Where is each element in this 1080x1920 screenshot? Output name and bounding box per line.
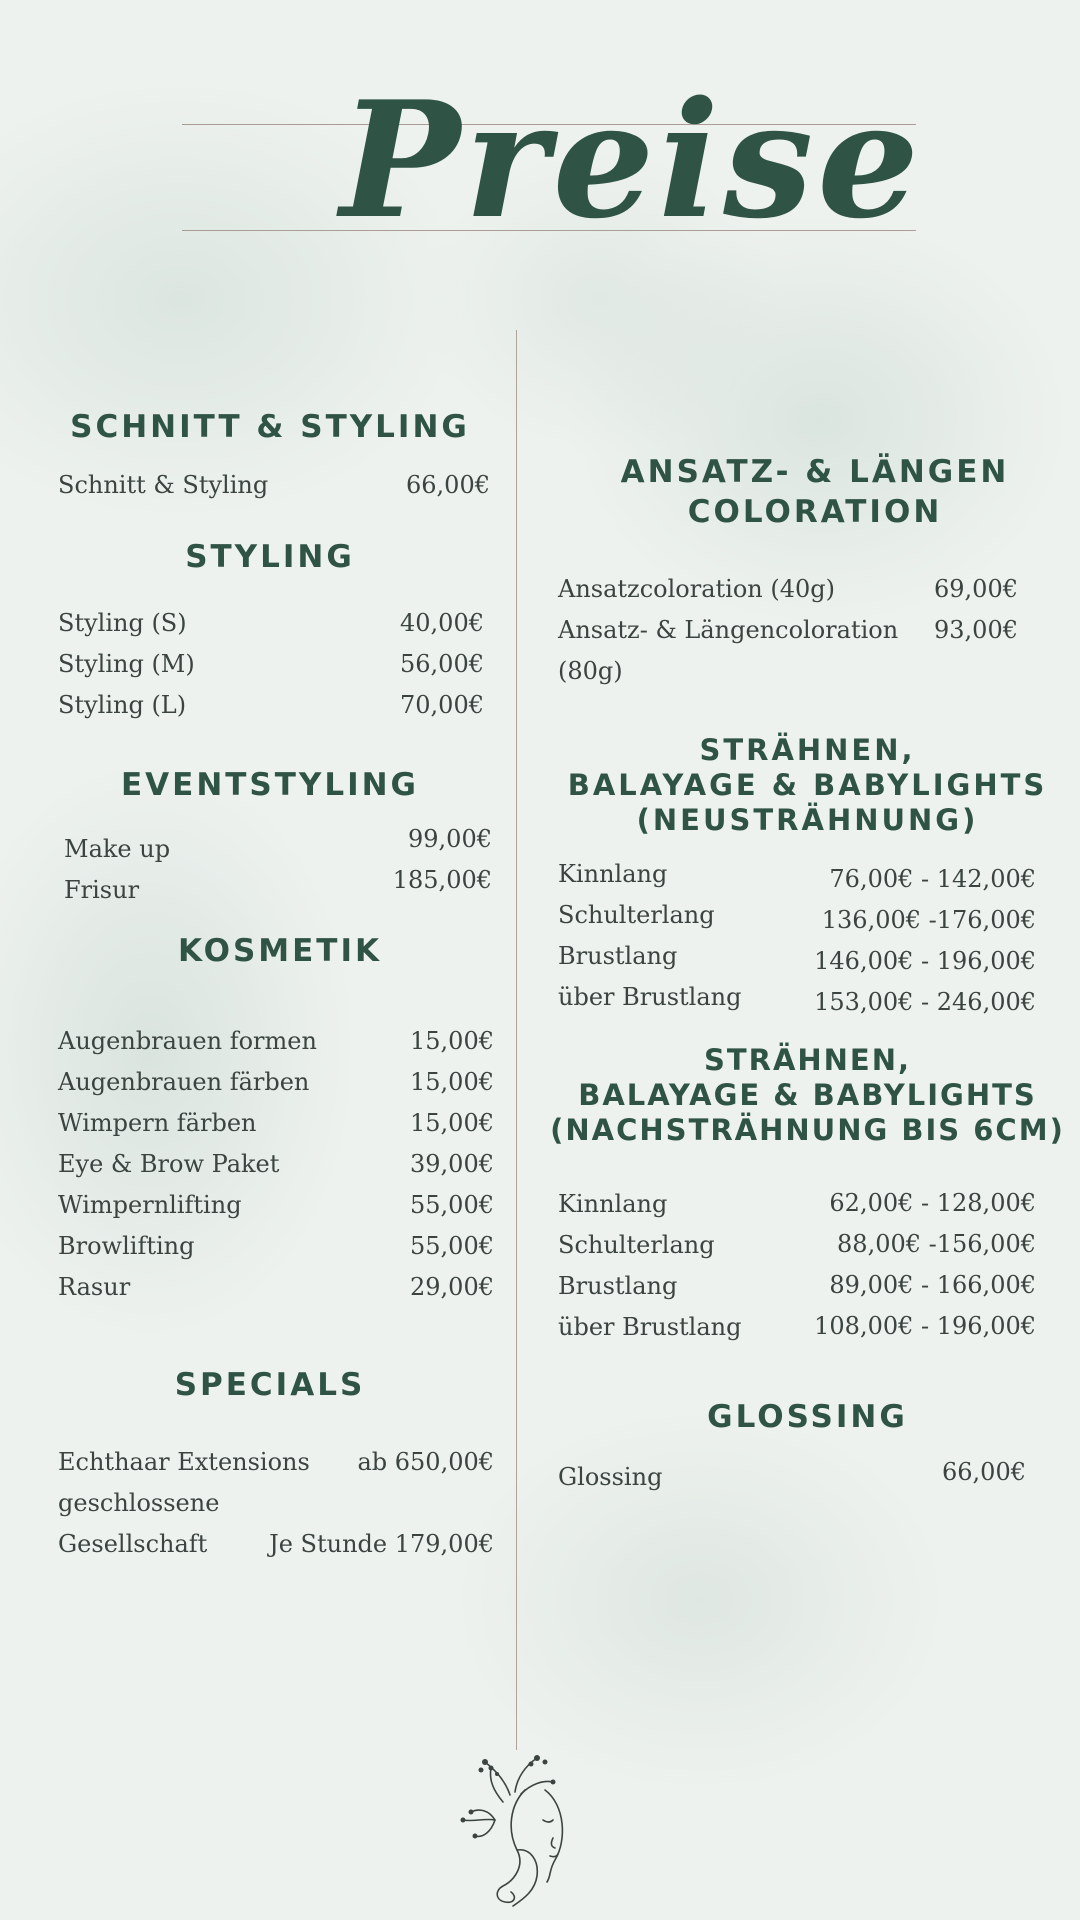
page-title: Preise bbox=[340, 66, 924, 254]
item-price: 99,00€ bbox=[408, 825, 492, 853]
heading-line: (NEUSTRÄHNUNG) bbox=[636, 803, 979, 837]
item-name: Schulterlang bbox=[558, 901, 715, 929]
item-price: 93,00€ bbox=[934, 616, 1018, 644]
heading-line: (NACHSTRÄHNUNG BIS 6CM) bbox=[550, 1113, 1065, 1147]
item-name: Gesellschaft bbox=[58, 1530, 208, 1558]
item-name: Wimpern färben bbox=[58, 1109, 257, 1137]
item-price: 76,00€ - 142,00€ bbox=[829, 865, 1036, 893]
heading-line: ANSATZ- & LÄNGEN bbox=[620, 454, 1010, 490]
item-name: Browlifting bbox=[58, 1232, 195, 1260]
item-name: Schnitt & Styling bbox=[58, 471, 269, 499]
item-price: 15,00€ bbox=[410, 1027, 494, 1055]
item-name: Rasur bbox=[58, 1273, 131, 1301]
item-price: 29,00€ bbox=[410, 1273, 494, 1301]
item-price: 56,00€ bbox=[400, 650, 484, 678]
item-price: 70,00€ bbox=[400, 691, 484, 719]
item-name: Frisur bbox=[64, 876, 140, 904]
item-name: über Brustlang bbox=[558, 983, 742, 1011]
item-price: 15,00€ bbox=[410, 1068, 494, 1096]
heading-line: BALAYAGE & BABYLIGHTS bbox=[578, 1078, 1037, 1112]
item-price: 136,00€ -176,00€ bbox=[821, 906, 1036, 934]
item-name: Kinnlang bbox=[558, 860, 668, 888]
item-name: Augenbrauen formen bbox=[58, 1027, 317, 1055]
item-name: über Brustlang bbox=[558, 1313, 742, 1341]
heading-glossing: GLOSSING bbox=[707, 1399, 908, 1435]
item-name: Styling (M) bbox=[58, 650, 195, 678]
item-name: Echthaar Extensions bbox=[58, 1448, 310, 1476]
item-price: 55,00€ bbox=[410, 1191, 494, 1219]
item-price: 153,00€ - 246,00€ bbox=[814, 988, 1036, 1016]
item-name: Kinnlang bbox=[558, 1190, 668, 1218]
item-name: (80g) bbox=[558, 657, 623, 685]
item-price: 40,00€ bbox=[400, 609, 484, 637]
item-name: Glossing bbox=[558, 1463, 663, 1491]
item-name: Schulterlang bbox=[558, 1231, 715, 1259]
item-price: 62,00€ - 128,00€ bbox=[829, 1189, 1036, 1217]
item-name: Styling (L) bbox=[58, 691, 187, 719]
heading-styling: STYLING bbox=[185, 539, 355, 575]
item-name: Augenbrauen färben bbox=[58, 1068, 310, 1096]
item-name: Brustlang bbox=[558, 942, 678, 970]
item-price: 88,00€ -156,00€ bbox=[837, 1230, 1036, 1258]
heading-line: STRÄHNEN, bbox=[703, 1043, 912, 1077]
heading-line: BALAYAGE & BABYLIGHTS bbox=[567, 768, 1048, 802]
item-name: Wimpernlifting bbox=[58, 1191, 242, 1219]
item-price: 55,00€ bbox=[410, 1232, 494, 1260]
item-price: 89,00€ - 166,00€ bbox=[829, 1271, 1036, 1299]
item-name: Ansatzcoloration (40g) bbox=[558, 575, 835, 603]
item-name: Styling (S) bbox=[58, 609, 187, 637]
item-price: 146,00€ - 196,00€ bbox=[814, 947, 1036, 975]
item-price: 15,00€ bbox=[410, 1109, 494, 1137]
item-price: 108,00€ - 196,00€ bbox=[814, 1312, 1036, 1340]
heading-ansatz bbox=[570, 452, 1060, 532]
heading-kosmetik: KOSMETIK bbox=[177, 933, 383, 969]
face-line-art-logo-icon bbox=[455, 1750, 585, 1910]
item-price: 66,00€ bbox=[406, 471, 490, 499]
heading-eventstyling: EVENTSTYLING bbox=[120, 767, 420, 803]
heading-line: STRÄHNEN, bbox=[699, 733, 916, 767]
item-price: 69,00€ bbox=[934, 575, 1018, 603]
column-divider bbox=[516, 330, 517, 1750]
heading-specials: SPECIALS bbox=[174, 1367, 366, 1403]
item-price: 39,00€ bbox=[410, 1150, 494, 1178]
item-price: Je Stunde 179,00€ bbox=[269, 1530, 494, 1558]
heading-straehnen-nach bbox=[535, 1043, 1080, 1148]
heading-line: COLORATION bbox=[687, 494, 943, 530]
heading-straehnen-neu bbox=[545, 733, 1070, 838]
item-price: 66,00€ bbox=[942, 1458, 1026, 1486]
item-price: ab 650,00€ bbox=[357, 1448, 494, 1476]
item-name: geschlossene bbox=[58, 1489, 220, 1517]
item-name: Eye & Brow Paket bbox=[58, 1150, 280, 1178]
item-name: Brustlang bbox=[558, 1272, 678, 1300]
item-name: Make up bbox=[64, 835, 171, 863]
item-name: Ansatz- & Längencoloration bbox=[558, 616, 899, 644]
item-price: 185,00€ bbox=[392, 866, 492, 894]
heading-schnitt-styling: SCHNITT & STYLING bbox=[70, 409, 470, 445]
